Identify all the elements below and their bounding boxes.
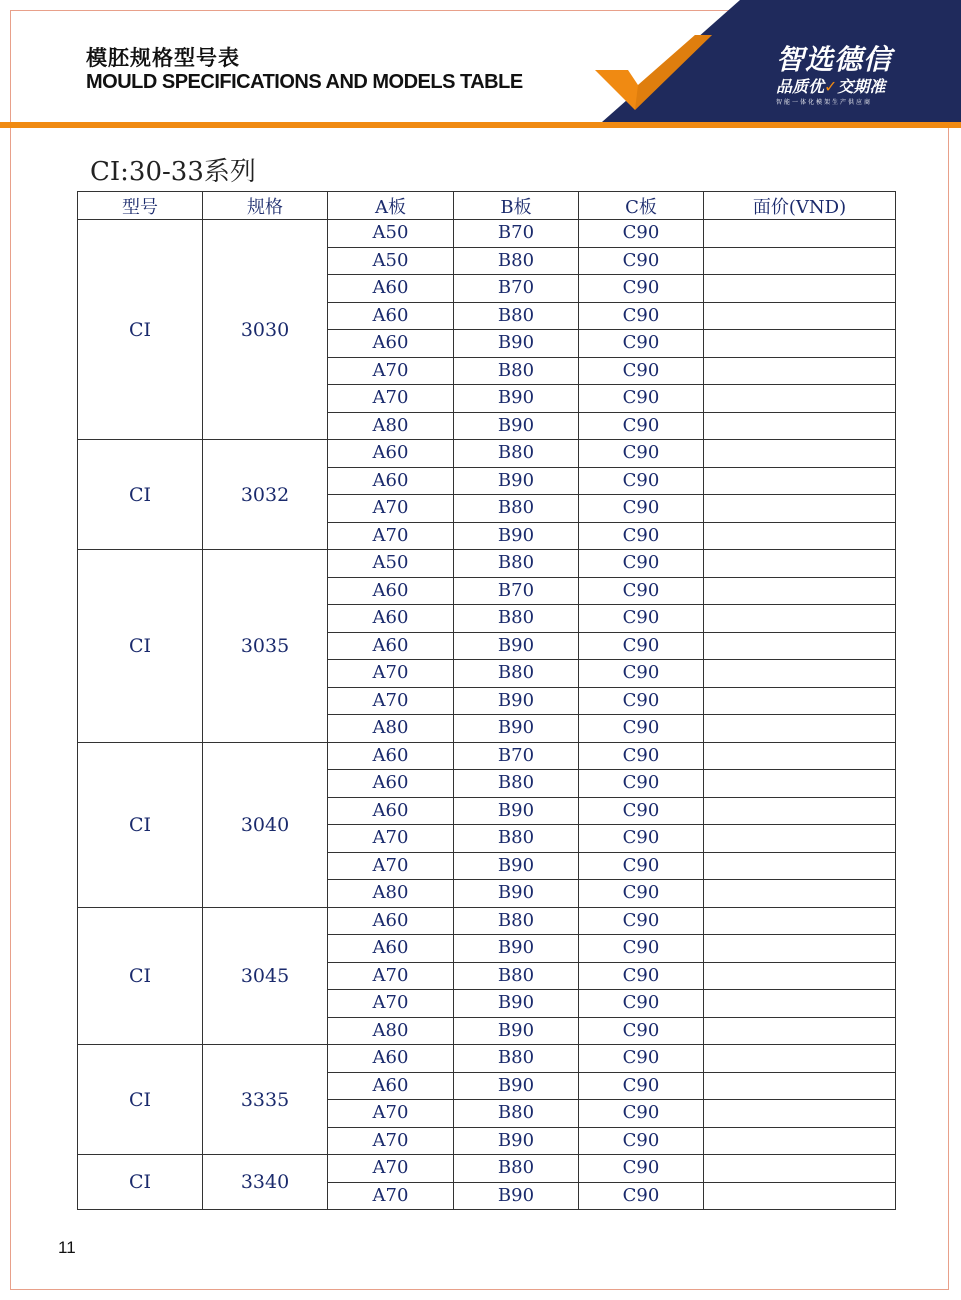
cell-price xyxy=(704,825,896,853)
cell-c-plate: C90 xyxy=(579,467,704,495)
cell-price xyxy=(704,632,896,660)
cell-price xyxy=(704,495,896,523)
cell-c-plate: C90 xyxy=(579,660,704,688)
cell-c-plate: C90 xyxy=(579,962,704,990)
cell-a-plate: A60 xyxy=(328,1045,454,1073)
cell-model: CI xyxy=(78,440,203,550)
cell-a-plate: A70 xyxy=(328,385,454,413)
cell-price xyxy=(704,687,896,715)
cell-a-plate: A80 xyxy=(328,880,454,908)
cell-price xyxy=(704,1072,896,1100)
header-divider xyxy=(0,122,961,128)
cell-price xyxy=(704,577,896,605)
cell-b-plate: B90 xyxy=(454,522,579,550)
table-row xyxy=(78,742,896,770)
cell-a-plate: A70 xyxy=(328,687,454,715)
cell-b-plate: B90 xyxy=(454,467,579,495)
cell-price xyxy=(704,275,896,303)
cell-price xyxy=(704,1100,896,1128)
cell-b-plate: B90 xyxy=(454,852,579,880)
cell-c-plate: C90 xyxy=(579,1045,704,1073)
cell-b-plate: B70 xyxy=(454,275,579,303)
cell-price xyxy=(704,467,896,495)
cell-a-plate: A70 xyxy=(328,852,454,880)
cell-b-plate: B90 xyxy=(454,797,579,825)
cell-b-plate: B80 xyxy=(454,440,579,468)
cell-c-plate: C90 xyxy=(579,385,704,413)
cell-size: 3340 xyxy=(203,1155,328,1210)
cell-b-plate: B80 xyxy=(454,907,579,935)
cell-size: 3035 xyxy=(203,550,328,743)
cell-model: CI xyxy=(78,1045,203,1155)
cell-price xyxy=(704,302,896,330)
cell-price xyxy=(704,715,896,743)
cell-a-plate: A60 xyxy=(328,302,454,330)
brand-tagline: 智能一体化模架生产供应商 xyxy=(776,99,873,106)
cell-a-plate: A60 xyxy=(328,742,454,770)
cell-b-plate: B90 xyxy=(454,990,579,1018)
table-row xyxy=(78,550,896,578)
cell-a-plate: A70 xyxy=(328,825,454,853)
cell-price xyxy=(704,742,896,770)
cell-size: 3032 xyxy=(203,440,328,550)
cell-price xyxy=(704,522,896,550)
cell-c-plate: C90 xyxy=(579,687,704,715)
cell-b-plate: B80 xyxy=(454,962,579,990)
cell-b-plate: B90 xyxy=(454,385,579,413)
cell-price xyxy=(704,330,896,358)
cell-c-plate: C90 xyxy=(579,1155,704,1183)
cell-price xyxy=(704,935,896,963)
cell-b-plate: B90 xyxy=(454,880,579,908)
cell-price xyxy=(704,220,896,248)
cell-c-plate: C90 xyxy=(579,495,704,523)
cell-c-plate: C90 xyxy=(579,742,704,770)
spec-table xyxy=(77,191,896,1210)
cell-price xyxy=(704,962,896,990)
cell-model: CI xyxy=(78,742,203,907)
cell-c-plate: C90 xyxy=(579,825,704,853)
header-size: 规格 xyxy=(203,192,328,220)
page-title-en: MOULD SPECIFICATIONS AND MODELS TABLE xyxy=(86,71,523,93)
table-row xyxy=(78,1045,896,1073)
check-icon: ✓ xyxy=(824,77,838,96)
cell-size: 3030 xyxy=(203,220,328,440)
cell-c-plate: C90 xyxy=(579,330,704,358)
cell-c-plate: C90 xyxy=(579,632,704,660)
page-number: 11 xyxy=(58,1238,76,1257)
cell-a-plate: A60 xyxy=(328,935,454,963)
cell-b-plate: B80 xyxy=(454,550,579,578)
cell-c-plate: C90 xyxy=(579,880,704,908)
cell-b-plate: B90 xyxy=(454,330,579,358)
cell-a-plate: A80 xyxy=(328,412,454,440)
cell-a-plate: A60 xyxy=(328,605,454,633)
cell-c-plate: C90 xyxy=(579,577,704,605)
cell-c-plate: C90 xyxy=(579,770,704,798)
cell-size: 3335 xyxy=(203,1045,328,1155)
cell-b-plate: B80 xyxy=(454,1045,579,1073)
header-price: 面价(VND) xyxy=(704,192,896,220)
cell-price xyxy=(704,1017,896,1045)
cell-price xyxy=(704,385,896,413)
cell-a-plate: A80 xyxy=(328,1017,454,1045)
cell-b-plate: B80 xyxy=(454,495,579,523)
slogan-left: 品质优 xyxy=(776,77,825,96)
cell-a-plate: A60 xyxy=(328,632,454,660)
cell-price xyxy=(704,907,896,935)
cell-b-plate: B90 xyxy=(454,632,579,660)
cell-b-plate: B80 xyxy=(454,302,579,330)
header-model: 型号 xyxy=(78,192,203,220)
cell-b-plate: B90 xyxy=(454,935,579,963)
cell-b-plate: B70 xyxy=(454,742,579,770)
cell-c-plate: C90 xyxy=(579,412,704,440)
cell-c-plate: C90 xyxy=(579,1127,704,1155)
cell-c-plate: C90 xyxy=(579,1072,704,1100)
cell-c-plate: C90 xyxy=(579,935,704,963)
cell-b-plate: B90 xyxy=(454,1017,579,1045)
cell-c-plate: C90 xyxy=(579,715,704,743)
table-body xyxy=(78,220,896,1210)
series-title: CI:30-33系列 xyxy=(90,157,256,187)
header-b-plate: B板 xyxy=(454,192,579,220)
cell-price xyxy=(704,852,896,880)
cell-c-plate: C90 xyxy=(579,522,704,550)
cell-b-plate: B70 xyxy=(454,577,579,605)
cell-a-plate: A70 xyxy=(328,1182,454,1210)
cell-c-plate: C90 xyxy=(579,275,704,303)
cell-b-plate: B80 xyxy=(454,770,579,798)
cell-a-plate: A70 xyxy=(328,990,454,1018)
cell-price xyxy=(704,1045,896,1073)
cell-price xyxy=(704,880,896,908)
brand-name: 智选德信 xyxy=(776,43,893,76)
cell-price xyxy=(704,550,896,578)
cell-price xyxy=(704,440,896,468)
cell-c-plate: C90 xyxy=(579,302,704,330)
cell-a-plate: A70 xyxy=(328,660,454,688)
table-row xyxy=(78,440,896,468)
table-row xyxy=(78,220,896,248)
cell-price xyxy=(704,1155,896,1183)
cell-a-plate: A60 xyxy=(328,577,454,605)
cell-model: CI xyxy=(78,220,203,440)
slogan-right: 交期准 xyxy=(837,77,886,96)
cell-c-plate: C90 xyxy=(579,440,704,468)
cell-a-plate: A60 xyxy=(328,467,454,495)
cell-a-plate: A60 xyxy=(328,797,454,825)
cell-model: CI xyxy=(78,1155,203,1210)
cell-price xyxy=(704,1127,896,1155)
cell-model: CI xyxy=(78,907,203,1045)
cell-c-plate: C90 xyxy=(579,550,704,578)
cell-b-plate: B80 xyxy=(454,605,579,633)
cell-b-plate: B80 xyxy=(454,1100,579,1128)
cell-b-plate: B90 xyxy=(454,715,579,743)
cell-b-plate: B80 xyxy=(454,1155,579,1183)
cell-b-plate: B90 xyxy=(454,1072,579,1100)
header-a-plate: A板 xyxy=(328,192,454,220)
header-c-plate: C板 xyxy=(579,192,704,220)
cell-a-plate: A60 xyxy=(328,1072,454,1100)
cell-price xyxy=(704,770,896,798)
cell-b-plate: B90 xyxy=(454,687,579,715)
cell-c-plate: C90 xyxy=(579,1100,704,1128)
cell-a-plate: A70 xyxy=(328,522,454,550)
cell-a-plate: A70 xyxy=(328,1127,454,1155)
cell-a-plate: A70 xyxy=(328,962,454,990)
cell-size: 3045 xyxy=(203,907,328,1045)
cell-a-plate: A60 xyxy=(328,907,454,935)
cell-c-plate: C90 xyxy=(579,1017,704,1045)
cell-b-plate: B80 xyxy=(454,825,579,853)
cell-price xyxy=(704,660,896,688)
table-header-row xyxy=(78,192,896,220)
cell-a-plate: A60 xyxy=(328,275,454,303)
cell-c-plate: C90 xyxy=(579,1182,704,1210)
cell-b-plate: B90 xyxy=(454,412,579,440)
brand-slogan xyxy=(776,74,885,97)
cell-a-plate: A60 xyxy=(328,440,454,468)
cell-price xyxy=(704,357,896,385)
cell-price xyxy=(704,605,896,633)
cell-price xyxy=(704,990,896,1018)
cell-b-plate: B90 xyxy=(454,1127,579,1155)
cell-price xyxy=(704,797,896,825)
table-row xyxy=(78,1155,896,1183)
cell-a-plate: A70 xyxy=(328,357,454,385)
page-title-cn: 模胚规格型号表 xyxy=(86,46,240,70)
cell-model: CI xyxy=(78,550,203,743)
cell-c-plate: C90 xyxy=(579,907,704,935)
cell-b-plate: B80 xyxy=(454,357,579,385)
cell-a-plate: A50 xyxy=(328,247,454,275)
cell-a-plate: A70 xyxy=(328,495,454,523)
cell-c-plate: C90 xyxy=(579,247,704,275)
cell-a-plate: A50 xyxy=(328,220,454,248)
cell-price xyxy=(704,247,896,275)
cell-a-plate: A60 xyxy=(328,770,454,798)
cell-a-plate: A70 xyxy=(328,1100,454,1128)
cell-price xyxy=(704,1182,896,1210)
cell-b-plate: B80 xyxy=(454,660,579,688)
cell-c-plate: C90 xyxy=(579,357,704,385)
cell-b-plate: B90 xyxy=(454,1182,579,1210)
cell-price xyxy=(704,412,896,440)
cell-c-plate: C90 xyxy=(579,605,704,633)
cell-a-plate: A80 xyxy=(328,715,454,743)
header xyxy=(0,0,961,130)
cell-b-plate: B80 xyxy=(454,247,579,275)
cell-a-plate: A50 xyxy=(328,550,454,578)
cell-size: 3040 xyxy=(203,742,328,907)
cell-a-plate: A60 xyxy=(328,330,454,358)
cell-c-plate: C90 xyxy=(579,220,704,248)
cell-c-plate: C90 xyxy=(579,990,704,1018)
cell-b-plate: B70 xyxy=(454,220,579,248)
cell-c-plate: C90 xyxy=(579,852,704,880)
cell-a-plate: A70 xyxy=(328,1155,454,1183)
table-row xyxy=(78,907,896,935)
cell-c-plate: C90 xyxy=(579,797,704,825)
